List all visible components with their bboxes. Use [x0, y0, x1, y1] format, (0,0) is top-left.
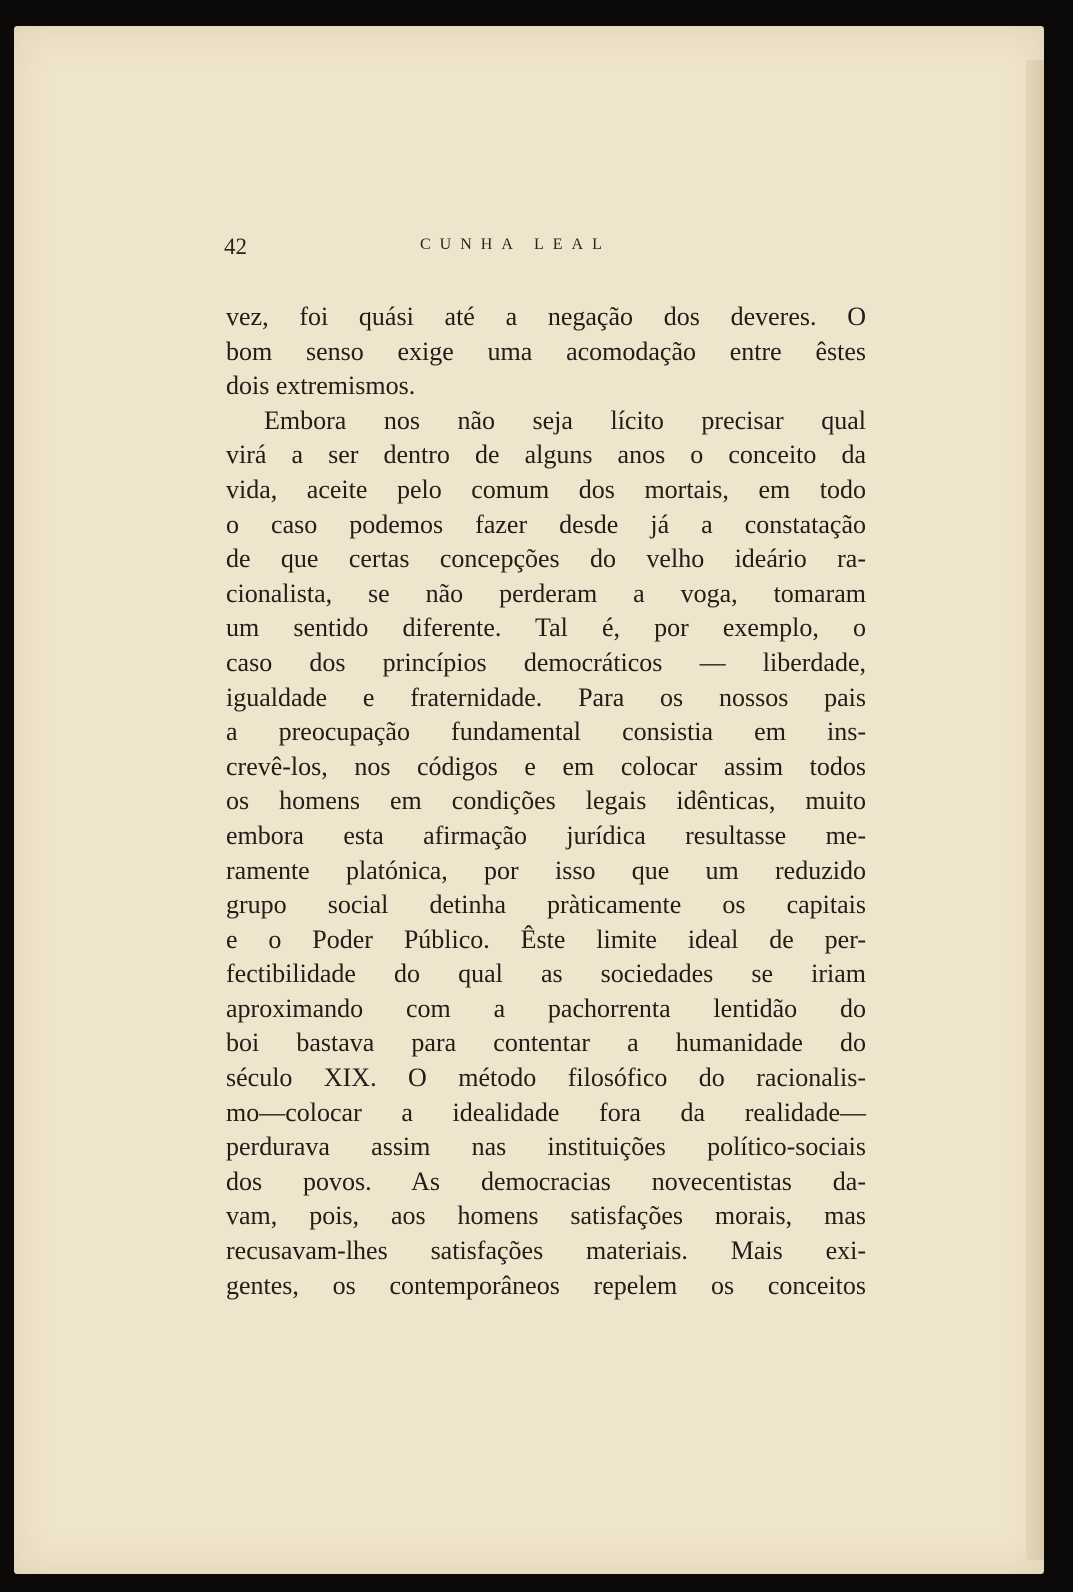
text-line: dois extremismos.: [226, 371, 416, 401]
text-line: igualdade e fraternidade. Para os nossos pais: [226, 682, 866, 712]
running-head: [224, 232, 684, 262]
text-line: século XIX. O método filosófico do racionalis-: [226, 1063, 866, 1093]
text-line: recusavam-lhes satisfações materiais. Mais exi-: [226, 1236, 866, 1266]
text-line: caso dos princípios democráticos — liberdade,: [226, 647, 866, 677]
text-line: crevê-los, nos códigos e em colocar assim todos: [226, 751, 866, 781]
text-line: um sentido diferente. Tal é, por exemplo, o: [226, 613, 866, 643]
text-line: perdurava assim nas instituições político-sociais: [226, 1132, 866, 1162]
text-line: grupo social detinha pràticamente os capitais: [226, 890, 866, 920]
text-line: vam, pois, aos homens satisfações morais, mas: [226, 1201, 866, 1231]
text-line: aproximando com a pachorrenta lentidão do: [226, 993, 866, 1023]
text-line: o caso podemos fazer desde já a constatação: [226, 509, 866, 539]
text-line: Embora nos não seja lícito precisar qual: [264, 405, 866, 435]
text-line: ramente platónica, por isso que um reduzido: [226, 855, 866, 885]
body-text: [226, 300, 866, 1303]
text-line: fectibilidade do qual as sociedades se iriam: [226, 959, 866, 989]
text-line: gentes, os contemporâneos repelem os conceitos: [226, 1270, 866, 1300]
text-line: virá a ser dentro de alguns anos o conceito da: [226, 440, 866, 470]
page-number: 42: [224, 234, 247, 259]
text-line: e o Poder Público. Êste limite ideal de per-: [226, 924, 866, 954]
text-line: mo—colocar a idealidade fora da realidade—: [226, 1097, 866, 1127]
text-line: boi bastava para contentar a humanidade do: [226, 1028, 866, 1058]
text-line: vez, foi quási até a negação dos deveres. O: [226, 302, 866, 331]
text-line: cionalista, se não perderam a voga, tomaram: [226, 578, 866, 608]
text-line: embora esta afirmação jurídica resultasse me-: [226, 820, 866, 850]
text-line: a preocupação fundamental consistia em ins-: [226, 717, 866, 747]
text-line: dos povos. As democracias novecentistas da-: [226, 1166, 866, 1196]
book-author: CUNHA LEAL: [420, 236, 611, 253]
text-line: os homens em condições legais idênticas, muito: [226, 786, 866, 816]
text-line: bom senso exige uma acomodação entre êstes: [226, 336, 866, 366]
page-edge: [1026, 60, 1044, 1560]
text-line: vida, aceite pelo comum dos mortais, em todo: [226, 474, 866, 504]
text-line: de que certas concepções do velho ideário ra-: [226, 544, 866, 574]
